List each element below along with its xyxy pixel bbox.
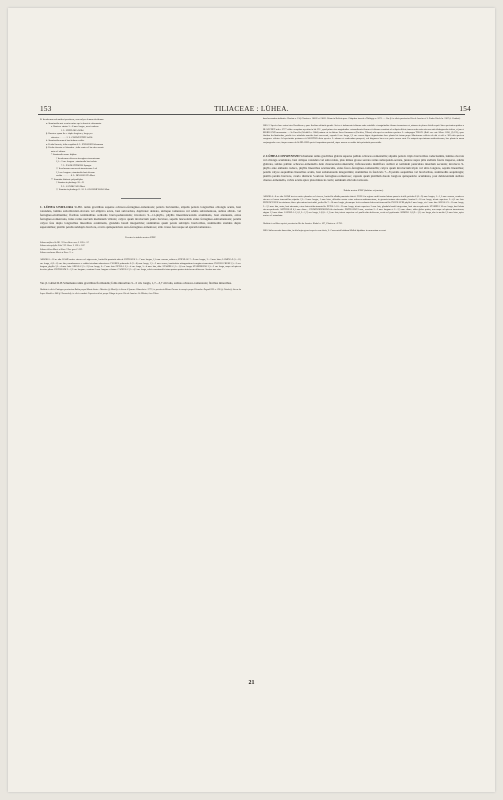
signature-number: 21: [248, 680, 255, 686]
key-line: sistentes . . . . . . 2. L. CONWENTZII St-Hil.: [51, 135, 93, 139]
key-line: 9. L. CANDICANS Mart.: [61, 184, 86, 188]
species-entry-uniflora: [40, 205, 241, 229]
locality-continuation: haud accuratius indicatis: Glaziou n. 134, Glaziou n. 10032 et 13061. Etiam in Bolivia prov. Chiquitos invenit: d'Orbigny n. 1071. — Var. β. in silvis provinciae Rio de Janeiro et S. Paulo: Riedel n. 1207 (f. Octobri).: [263, 118, 461, 120]
key-line: †† Involucrum canescenti-tomentosum 1 ad: [56, 167, 97, 170]
observation-note-2: OBS. Inflorescentia lanceolata, in alia hujus generis specie non obvia, L. Conwentzii habitum Malleti bipidatae in memoriam revocat.: [263, 230, 387, 233]
key-line: nata vel obtusa.: [51, 149, 66, 153]
fruit-note: Fructus in tabula nostra XXXI.: [124, 235, 157, 239]
key-line: β. Bracteae quam lin e. duplo longiores, longe per: [46, 132, 93, 135]
species-author: St-Hil.: [74, 204, 83, 209]
habitat-note: Habitat in collibus apricis provinciae Rio de Janeiro: Riedel n. 107, Glaziou n. 11795.: [263, 222, 343, 225]
synonym-list: [40, 242, 241, 255]
key-line: 1,2 cm. longum ; staminodia basi alterum: [56, 170, 95, 174]
variety-diagnosis: ramis gracilibus floribundis; foliis minoribus 3—5 cm. longis, 1,7—3,7 cm latis, subtus ochraceo-tomentosis; floribus minoribus.: [76, 281, 232, 286]
section-divider: [121, 198, 161, 199]
key-line: 1. L. UNIFLORA Willd.: [61, 128, 84, 132]
key-line: † Involucrum olivaceo-ferrugineo-tomentosum: [56, 156, 100, 160]
identification-key: [40, 118, 241, 192]
synonym-reference: Lühea uniflora St-Hil. ! Flora Bras. mer. I. 226. t. 57.: [40, 242, 90, 245]
book-page: [8, 8, 495, 792]
species-description: ARBOR 6—16 m. alta. RAMI cortice cinereo vel nigrescente, lenticellis punctatis obtecti. PETIOLUS 3—7 mm. longus, 1,5 mm. crassus, subteres; STIPULAE 7—9 mm. longae, 2—3 mm. latae; LAMINA 9 (5—11) cm. longa, 4 (3—6) cm. lata, membranacea v. adulta interdum subcoriacea. FLORES pedunculo 6 (2—8) mm. longo, 1,5—2 mm. crasso, inarticulato suboppositum ferrugineo-tomentoso. INVOLUCRUM 2,5—3 cm. longum, phyllis 3,5—4 mm. latis. SEPALA 2,5—2,8 cm. longa, 6—7 mm. lata. PETALA 3,5—4 cm. longa, 5—4 mm. lata, alba. STAMINA 1,5—1,8 cm. longa; STAMINODIA 2,5—3 cm. longa, usque ad apicem breviter pilosa. PISTILLUM 2—2,2 cm. longum ; ovarium 5 mm. longum et latum. CAPSULA 3,5—4,5 cm. longa, valvis crassiusculis intus quatuor partem inferiorem dehiscens. Semina non visa.: [40, 259, 241, 272]
species-title: 1. LÜHEA UNIFLORA: [40, 204, 74, 209]
key-line: † Stamina in phalange 20—21: [56, 181, 85, 184]
key-line: β. Petala obovata vel rhombea ; folia acuta vel breviter acumi-: [46, 146, 105, 149]
key-line: 7. L. PALMATIFRONS Sprague: [61, 163, 92, 167]
key-line: †† Stamina in phalange 8 . 10. L. GRANDIFLORA Mart.: [56, 188, 110, 191]
observation-note-1: OBS. I. Species haec unica inter Brasilienses, quae floribus solitariis gaudet. Series et indumento foliorum satis variabilis et magnitudine florum inconstans est, attamen in plures dividi nequit. Inter specimina quidem a BLANCHET sub n. 3777 editis exemplum reperitur in hb. DC., quod primo visu magnitudine extraordinaria florum et foliorum crassitate ab reliquis differt; tamen notis universis non satis distinguenda videtur, et jam et MORICAND memoratur. — In Farcella (Weddell n. 3004) natum est in ditione Saco-Cumanaceo (Pacifica, Tiliana) alia species conflata reperitur: L. endopogon TRIAN. (Bull. soc. nat. Mosc. 1858, (I) 235), quae floribus declinatiorbus, petalis fere subulatis marcido basi canescenti, capsula 6 cm. longa, 2,5 cm. crassa digna elegantissima haec planta hic fatum prope Manicorum collecta ab ubi et soli n. 302 nitis speciem congruere videtur. Ad speciminis perinanes eit MARTIUS dictu species: L. rubrum et condendum prospecti, sed diagnoses breves ne paris errosae sunt. Ex autopsia speciminum authenticorum, hoc planta in unam conjungendae esse; itaque nomen ab St-HILAIRE speciei imponitum praetuli, atque nomen ne multis fatis prioritatis possessidis.: [263, 125, 464, 144]
key-line: α. Petala linearia, folia euspidata 6. L. ENDLERII Schumann: [46, 142, 104, 146]
species-entry-conwentzii: [263, 154, 464, 182]
page-number-left: 153: [40, 105, 52, 113]
species-author: Schumann: [300, 154, 314, 159]
key-line: b. Staminodia numeri basi indura coalita.: [46, 139, 85, 142]
key-line: coalita . . . . . . . 8. L. DIVARICATA Mart.: [56, 174, 96, 177]
key-line: B. Involucrum sub anthesi persistens, cum calyce demum deciduum.: [40, 118, 104, 121]
right-column: [263, 118, 464, 233]
key-line: α. Staminodia ante ovaria varius ope in bracteis efformanta.: [46, 121, 102, 125]
key-line: a. Bracteae stratae 5—8 mm. longae, moxi caducae: [51, 125, 99, 128]
header-rule: [38, 114, 465, 115]
left-column: [40, 118, 241, 296]
key-line: ** Staminia distincte polyadelpha.: [51, 177, 84, 181]
key-line: * Staminodia omne fidplua.: [51, 153, 77, 156]
habitat-note: Habitat in silvis Catingas provinciae Bahia prope Monte Santo : Martius (f. Martii); in Serra d'Aparas: Blanchet n. 3777; in provincia Minas Geraes in campis prope Chondas: Regnell III. n. 295 (f. Octobri); Serra da Lapa: Riedel n. 866 (f. Novembri); in silvis caeduis Caponissa distr prope Cidage in prov. Rio de Janeiro: St-Hilaire; loco Tiliae.: [40, 289, 241, 295]
page-number-right: 154: [459, 105, 471, 113]
species-diagnosis: ramis gracilibus glabris superne pallide ochraceo-tomentellis; stipulis petiolo triplo brevioribus caducissimis, lamina obovata vel oblonga acuminata, basi oblique rotundata vel subcordata, plus minus grosse serrata rarius subrepando-serrata, juniore supra pilis stellatis fuscis inspersa, adulta glabrata, subtus pallide ochraceo-tomentella dein cinerascenti-tomentella; inflorescentia multiflora axillari et terminali paniculata interdum secunda; involucro 9-phyllo ante anthesin caduco, phyllis linearibus acutiusculis, extus fusco-ferrugineo-tomentellis; calyce quam involucrum triplo vel ultra longiore, sepalis linearibus; petalis calyce aequalibus linearibus acutis, basi subattenuatis integerrimis; staminibus in fasciculo 7—8 petalis aequalibus vel brevioribus, staminodiis aequilongis; pistillo petalis breviore, ovario distincte 5-sulcato ferrugineo-tomentoso; capsula quam pistillum duodo longiore quinquelobo acuminata, post dehiscentiam stellato cinereo-tomentella, valvis acutis apice plus minus in carris; seminum alis latis tortuosis.: [263, 154, 465, 183]
species-description: ARBOR 4—8 m. alta. RAMI teretes cortice plumbeo vel cinereo, lenticellis albidis punctatis obtecti. FOLIA in regione medii nostra latiora quam in fertili; petiolus 8 (6—9) mm. longus, 1—1,5 mm. crassus, semiteres cinereo vel canae tomentellus; stipulae 2,5—3 mm. longae, 1 mm. latae, deltoidae acutae extus ochraceo-subtomentosae, in gemmis tantum observandae; lamina 6—10 cm. longa, triente superiore 3—4,5 cm. lata. PEDUNCULUS brevissimus; flores plus minus fasciculati, pedicellis 7—10 mm. longis, plerumque leviter subnutu lobescenti-tomentellis. INVOLUCRI phylla 2 mm. longa, vix 1 mm. lata. SEPALA 9—11 mm. longa, 2—2,5 mm. lata, acuta, basi attenuata, extus luteovirido-tomentella. PETALA 10—12 mm. longa, triente superiore 2 mm. lata, glandula basali integerrima, basi cinereo-puberula. STAMINA 10 cm. longa, basi lobata cinereo-puberula. ANTHERAE 0,5 mm. diam. ; STAMINODIORUM fila cinoloraria. PISTILLUM 9 mm., ovarium 2—3 mm. longum et 2—2,5 mm. diam.; stilus glaber potius, non usque ad apicem tomentosus; stigma 1,2 mm. diam. CAPSULA 1,5 (1,3—1,7) cm. longa, 1 (0,8—1,1) cm. lata, triente superiore vel paullo ultra dehiscens, vestis vel pyriformis. SEMINA 1 (0,9—1,1) cm. longa, alae in medio 2,5 mm. latae, apice acutae vel rotundatae.: [263, 195, 464, 218]
variety-entry: [40, 281, 241, 285]
running-title: TILIACEAE : LÜHEA.: [214, 105, 289, 113]
synonym-reference: Lühea rosulacea Mart. et Zucc.! l. c.: [40, 251, 74, 254]
species-diagnosis: ramis gracilibus superne ochraceo-ferrugineo-tomentosis; petiolo brevissimo, stipulis petiolo longioribus oblongis acutis, basi rotundata, lamina suborbiculari-obovata vel elliptica acuta, basi subcordata, duplicater dentata, utrinque tomentosa vel adulta subtomentosa, subtus albido- vel ferrugineo-mollissima; floribus terminalibus solitariis brevi-pedunculatis; involucro 9—11-phyllo, phyllis linearilanceolatis acuminatis, basi attenuatis, extus ferrugineo-tomentosis, intus rarius nervum medianum villosis; calyce quam involucrum paulo breviore, sepalis lanceolatis extus ferrugineo-subtomentosis; petalis calyce fere duplo longioribus linearibus acuminatis, glandula basali integerrima; staminibus quam petala subtriplo brevioribus, staminodiis stamina duplo superantibus; pistillo petalis subduplo breviore, ovario quinquelobato auro-ferrugineo-tomentoso; stilo crasso fere usque ad apicem tomentoso.: [40, 204, 241, 229]
key-line: 1,5—3 cm. longum ; staminodia basi soluta: [56, 160, 97, 163]
synonym-reference: Lühea microphylla Pohl ! Pl. Bras. I. 129. t. 187.: [40, 245, 86, 248]
species-title: 2. LÜHEA CONWENTZII: [263, 154, 300, 159]
variety-title: Var. β. GRACILIS Schumann: [40, 281, 76, 286]
synonym-reference: Lühea villosa Mart. et Zucc.! Nov. gen. I. 102.: [40, 248, 83, 251]
plate-note: Tabula nostra XXXI (habitus et fructus).: [343, 189, 384, 193]
